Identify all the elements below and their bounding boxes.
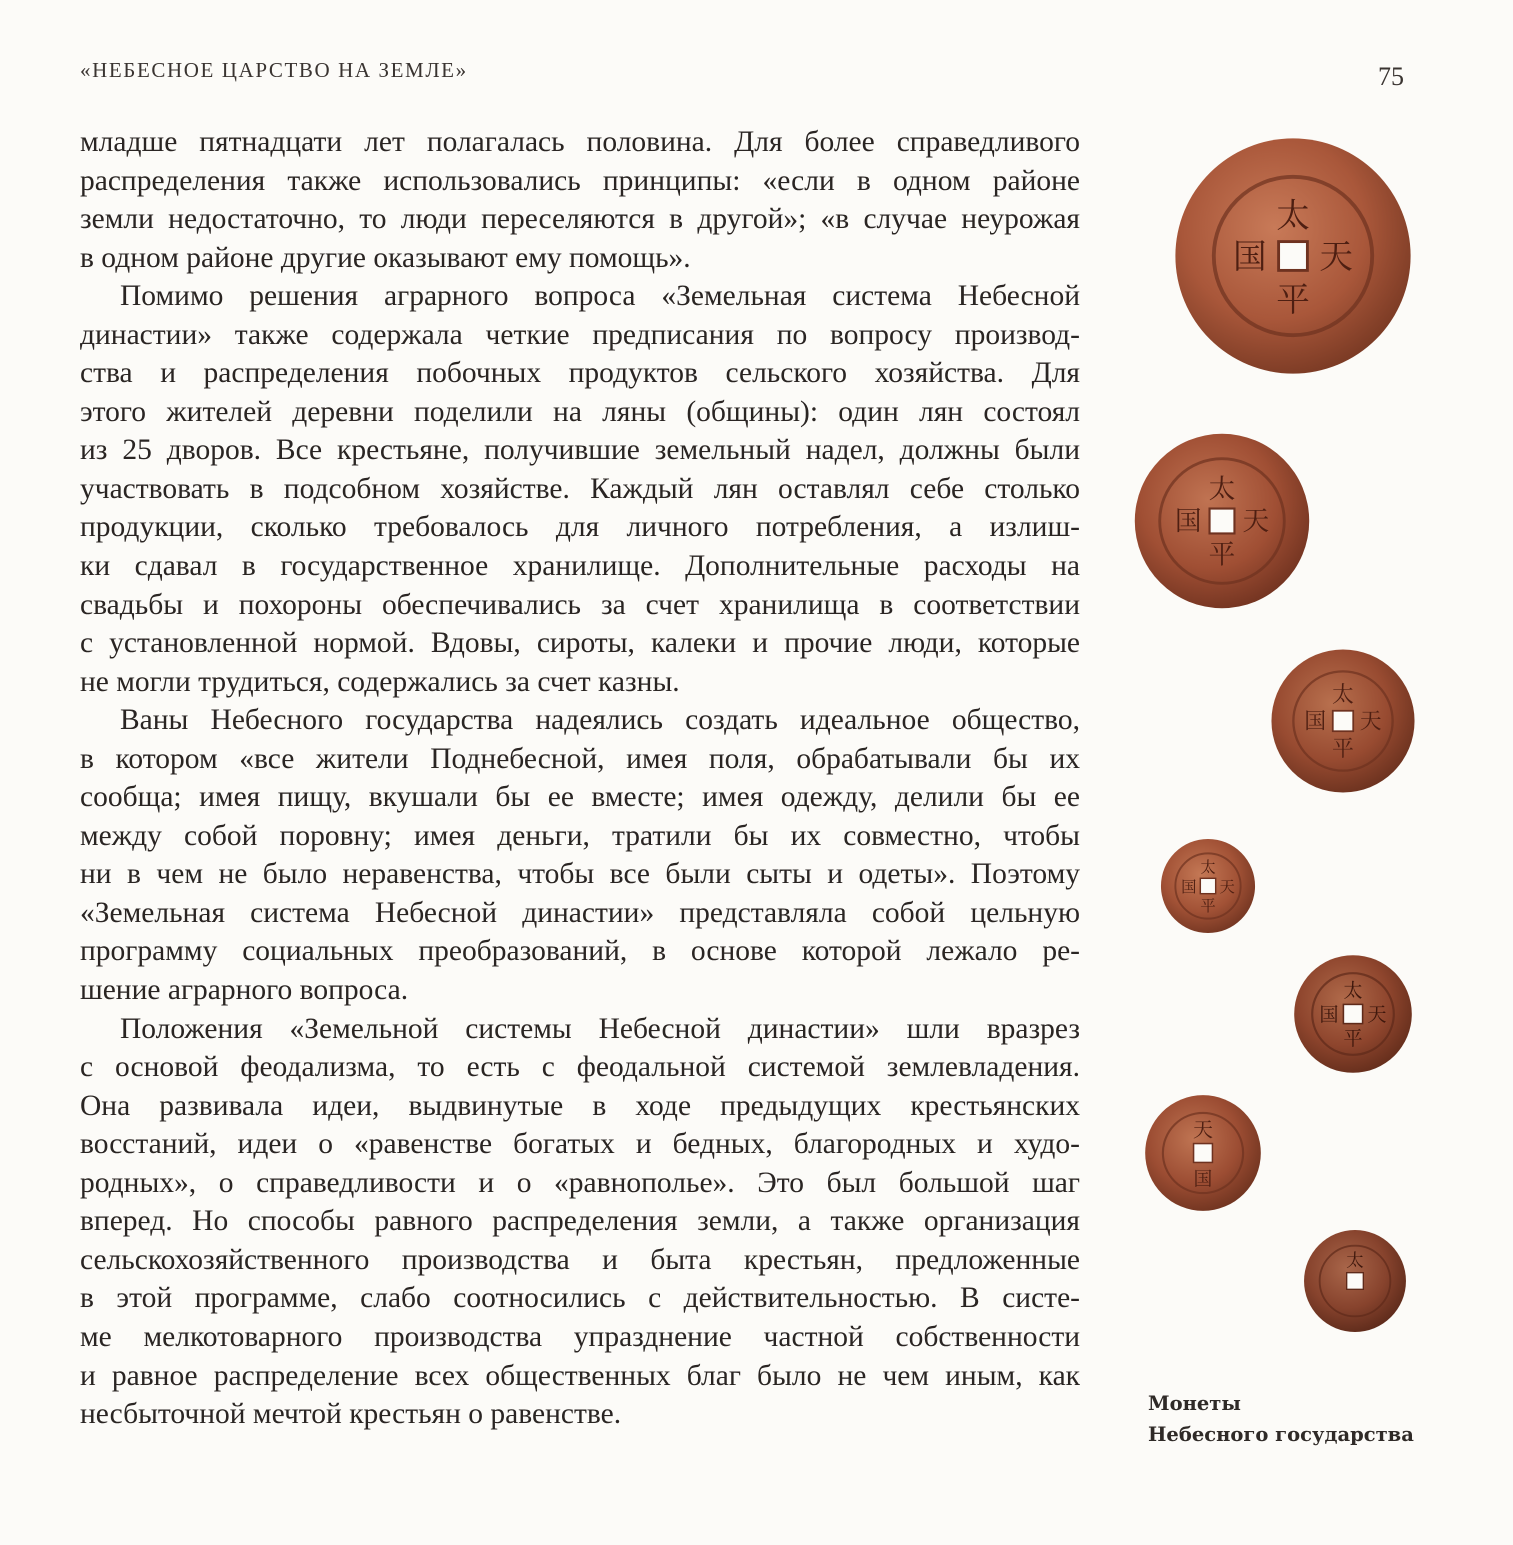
paragraph-start-line: Ваны Небесного государства надеялись создать идеальное общество,: [120, 704, 1080, 737]
text-line: восстаний, идеи о «равенстве богатых и бедных, благородных и худо-: [80, 1128, 1080, 1161]
coin-glyph-left: 国: [1181, 877, 1197, 896]
coin-glyph-bottom: 平: [1276, 280, 1310, 320]
coin-glyph-top: 太: [1332, 683, 1354, 709]
text-line: программу социальных преобразований, в основе которой лежало ре-: [80, 935, 1080, 968]
coin-image: [1173, 136, 1413, 376]
text-line: сообща; имея пищу, вкушали бы ее вместе; имея одежду, делили бы ее: [80, 781, 1080, 814]
text-line: этого жителей деревни поделили на ляны (общины): один лян состоял: [80, 395, 1080, 428]
text-line: младше пятнадцати лет полагалась половина. Для более справедливого: [80, 126, 1080, 158]
text-line: шение аграрного вопроса.: [80, 974, 409, 1007]
text-line: земли недостаточно, то люди переселяются в другой»; «в случае неурожая: [80, 203, 1080, 236]
text-line: родных», о справедливости и о «равнополье». Это был большой шаг: [80, 1166, 1080, 1199]
caption-line: Монеты: [1148, 1392, 1241, 1415]
coin-glyph-left: 国: [1319, 1003, 1339, 1027]
coin-glyph-bottom: 平: [1200, 896, 1216, 915]
coin-glyph-bottom: 平: [1343, 1027, 1363, 1051]
coin-glyph-bottom: 平: [1208, 539, 1236, 571]
coin-glyph-top: 太: [1276, 196, 1310, 236]
coin-glyph-top: 太: [1200, 858, 1216, 877]
text-line: не могли трудиться, содержались за счет казны.: [80, 665, 680, 698]
coin-image: [1293, 954, 1413, 1074]
coin-glyph-top: 太: [1208, 473, 1236, 505]
page-number: 75: [1378, 62, 1404, 91]
text-line: в этой программе, слабо соотносились с действительностью. В систе-: [80, 1282, 1080, 1315]
text-line: из 25 дворов. Все крестьяне, получившие земельный надел, должны были: [80, 434, 1080, 467]
coin-glyph-left: 国: [1174, 505, 1202, 537]
coin-image: [1133, 432, 1311, 610]
text-line: с установленной нормой. Вдовы, сироты, калеки и прочие люди, которые: [80, 627, 1080, 660]
text-line: ки сдавал в государственное хранилище. Дополнительные расходы на: [80, 550, 1080, 583]
coin-glyph-right: 天: [1319, 237, 1353, 276]
text-line: ни в чем не было неравенства, чтобы все были сыты и одеты». Поэтому: [80, 858, 1080, 891]
text-line: в одном районе другие оказывают ему помощь».: [80, 241, 691, 274]
text-line: между собой поровну; имея деньги, тратили бы их совместно, чтобы: [80, 819, 1080, 852]
text-line: сельскохозяйственного производства и быта крестьян, предложенные: [80, 1243, 1080, 1276]
coin-glyph-left: 国: [1304, 709, 1327, 735]
paragraph-start-line: Положения «Земельной системы Небесной династии» шли вразрез: [120, 1012, 1080, 1045]
figure-caption: [1148, 1388, 1414, 1450]
text-line: распределения также использовались принципы: «если в одном районе: [80, 164, 1080, 197]
running-title: «НЕБЕСНОЕ ЦАРСТВО НА ЗЕМЛЕ»: [80, 58, 468, 82]
caption-line: Небесного государства: [1148, 1423, 1414, 1446]
coin-glyph-right: 天: [1242, 505, 1270, 537]
coin-image: [1303, 1229, 1407, 1333]
text-line: Она развивала идеи, выдвинутые в ходе предыдущих крестьянских: [80, 1089, 1080, 1122]
text-line: в котором «все жители Поднебесной, имея поля, обрабатывали бы их: [80, 742, 1080, 775]
text-line: участвовать в подсобном хозяйстве. Каждый лян оставлял себе столько: [80, 472, 1080, 505]
coin-glyph-bottom: 国: [1193, 1167, 1213, 1190]
text-line: вперед. Но способы равного распределения земли, а также организация: [80, 1205, 1080, 1238]
coin-image: [1270, 648, 1416, 794]
coin-image: [1160, 838, 1256, 934]
coin-glyph-left: 国: [1233, 237, 1267, 276]
main-text: [80, 123, 1080, 1434]
coin-glyph-bottom: 平: [1332, 737, 1354, 763]
text-line: несбыточной мечтой крестьян о равенстве.: [80, 1398, 622, 1431]
coin-glyph-top: 太: [1346, 1251, 1364, 1272]
text-line: династии» также содержала четкие предписания по вопросу производ-: [80, 318, 1080, 351]
text-line: свадьбы и похороны обеспечивались за счет хранилища в соответствии: [80, 588, 1080, 621]
coin-image: [1144, 1094, 1262, 1212]
text-line: «Земельная система Небесной династии» представляла собой цельную: [80, 896, 1080, 929]
text-line: ства и распределения побочных продуктов сельского хозяйства. Для: [80, 357, 1080, 390]
coin-glyph-top: 天: [1192, 1117, 1214, 1142]
text-line: ме мелкотоварного производства упразднение частной собственности: [80, 1320, 1080, 1353]
paragraph-start-line: Помимо решения аграрного вопроса «Земельная система Небесной: [120, 280, 1080, 313]
coin-glyph-right: 天: [1359, 709, 1382, 735]
text-line: с основой феодализма, то есть с феодальной системой землевладения.: [80, 1051, 1080, 1084]
coin-glyph-top: 太: [1343, 979, 1363, 1003]
coin-glyph-right: 天: [1367, 1003, 1387, 1027]
text-line: и равное распределение всех общественных благ было не чем иным, как: [80, 1359, 1080, 1392]
text-line: продукции, сколько требовалось для личного потребления, а излиш-: [80, 511, 1080, 544]
coin-glyph-right: 天: [1219, 877, 1235, 896]
